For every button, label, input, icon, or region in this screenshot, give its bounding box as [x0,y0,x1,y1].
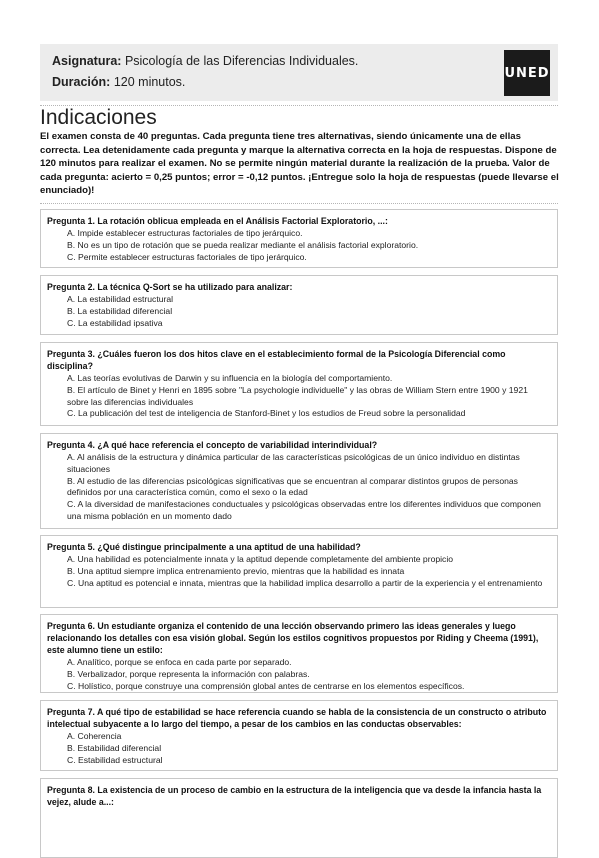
uned-logo: UNED [504,50,550,96]
question-8 [40,778,558,858]
question-3 [40,342,558,426]
option-b: B. Una aptitud siempre implica entrenamiento previo, mientras que la habilidad es innata [67,565,405,576]
question-text: Pregunta 4. ¿A qué hace referencia el concepto de variabilidad interindividual? [47,440,378,450]
option-b: B. Verbalizador, porque representa la información con palabras. [67,668,310,679]
question-text: Pregunta 7. A qué tipo de estabilidad se hace referencia cuando se habla de la consistencia de un constructo o atributo intelectual subyacente a lo largo del tiempo, a pesar de los cambios en las conductas observables: [47,707,547,729]
option-b: B. La estabilidad diferencial [67,305,173,316]
option-c: C. Una aptitud es potencial e innata, mientras que la habilidad implica desarrollo a partir de la experiencia y el entrenamiento [67,577,543,588]
option-a: A. Analítico, porque se enfoca en cada parte por separado. [67,657,292,667]
duration-line [52,75,185,89]
question-text: Pregunta 1. La rotación oblicua empleada en el Análisis Factorial Exploratorio, ...: [47,216,388,226]
option-c: C. Permite establecer estructuras factoriales de tipo jerárquico. [67,251,307,262]
question-4 [40,433,558,529]
option-c: C. A la diversidad de manifestaciones conductuales y psicológicas observadas entre los diferentes individuos que componen una misma población en un momento dado [67,499,541,521]
question-5 [40,535,558,608]
option-b: B. No es un tipo de rotación que se pueda realizar mediante el análisis factorial exploratorio. [67,239,419,250]
question-text: Pregunta 2. La técnica Q-Sort se ha utilizado para analizar: [47,282,293,292]
subject-value: Psicología de las Diferencias Individuales. [124,54,359,68]
option-a: A. Las teorías evolutivas de Darwin y su influencia en la biología del comportamiento. [67,373,393,383]
question-1 [40,209,558,268]
option-b: B. El artículo de Binet y Henri en 1895 sobre "La psychologie individuelle" y las obras de William Stern entre 1900 y 1921 sobre las diferencias individuales [67,384,528,407]
option-a: A. Coherencia [67,731,122,741]
question-text: Pregunta 6. Un estudiante organiza el contenido de una lección observando primero las ideas generales y luego relacionando los detalles con esa visión global. Según los estilos cognitivos propuestos por Riding y Cheema (1991), este alumno tiene un estilo: [47,621,539,655]
option-c: C. Estabilidad estructural [67,754,163,765]
question-6 [40,614,558,693]
option-c: C. Holístico, porque construye una comprensión global antes de centrarse en los elementos específicos. [67,680,465,691]
duration-label: Duración: [52,75,111,89]
question-text: Pregunta 3. ¿Cuáles fueron los dos hitos clave en el establecimiento formal de la Psicología Diferencial como disciplina? [47,349,506,371]
question-text: Pregunta 5. ¿Qué distingue principalmente a una aptitud de una habilidad? [47,542,361,552]
question-7 [40,700,558,771]
divider-bottom [40,203,558,204]
exam-header [40,44,558,101]
option-a: A. Impide establecer estructuras factoriales de tipo jerárquico. [67,228,303,238]
option-a: A. Al análisis de la estructura y dinámica particular de las características psicológicas de un único individuo en distintas situaciones [67,452,520,474]
option-c: C. La publicación del test de inteligencia de Stanford-Binet y los estudios de Freud sobre la personalidad [67,408,466,419]
duration-value: 120 minutos. [113,75,186,89]
option-a: A. La estabilidad estructural [67,294,174,304]
instructions-text: El examen consta de 40 preguntas. Cada pregunta tiene tres alternativas, siendo únicamente una de ellas correcta. Lea detenidamente cada pregunta y marque la alternativa correcta en la hoja de respuestas. Dispone de 120 minutos para realizar el examen. No se permite ningún material durante la realización de la prueba. Valor de cada pregunta: acierto = 0,25 puntos; error = -0,12 puntos. ¡Entregue solo la hoja de respuestas (puede llevarse el enunciado)! [40,131,559,196]
option-a: A. Una habilidad es potencialmente innata y la aptitud depende completamente del ambiente propicio [67,554,454,564]
option-b: B. Estabilidad diferencial [67,742,162,753]
question-text: Pregunta 8. La existencia de un proceso de cambio en la estructura de la inteligencia que va desde la infancia hasta la vejez, alude a...: [47,785,542,807]
subject-label: Asignatura: [52,54,122,68]
question-2 [40,275,558,335]
option-c: C. La estabilidad ipsativa [67,317,163,328]
instructions-title: Indicaciones [40,106,157,129]
subject-line [52,54,358,68]
option-b: B. Al estudio de las diferencias psicológicas significativas que se encuentran al comparar distintos grupos de personas definidos por una característica común, como el sexo o la edad [67,475,518,498]
